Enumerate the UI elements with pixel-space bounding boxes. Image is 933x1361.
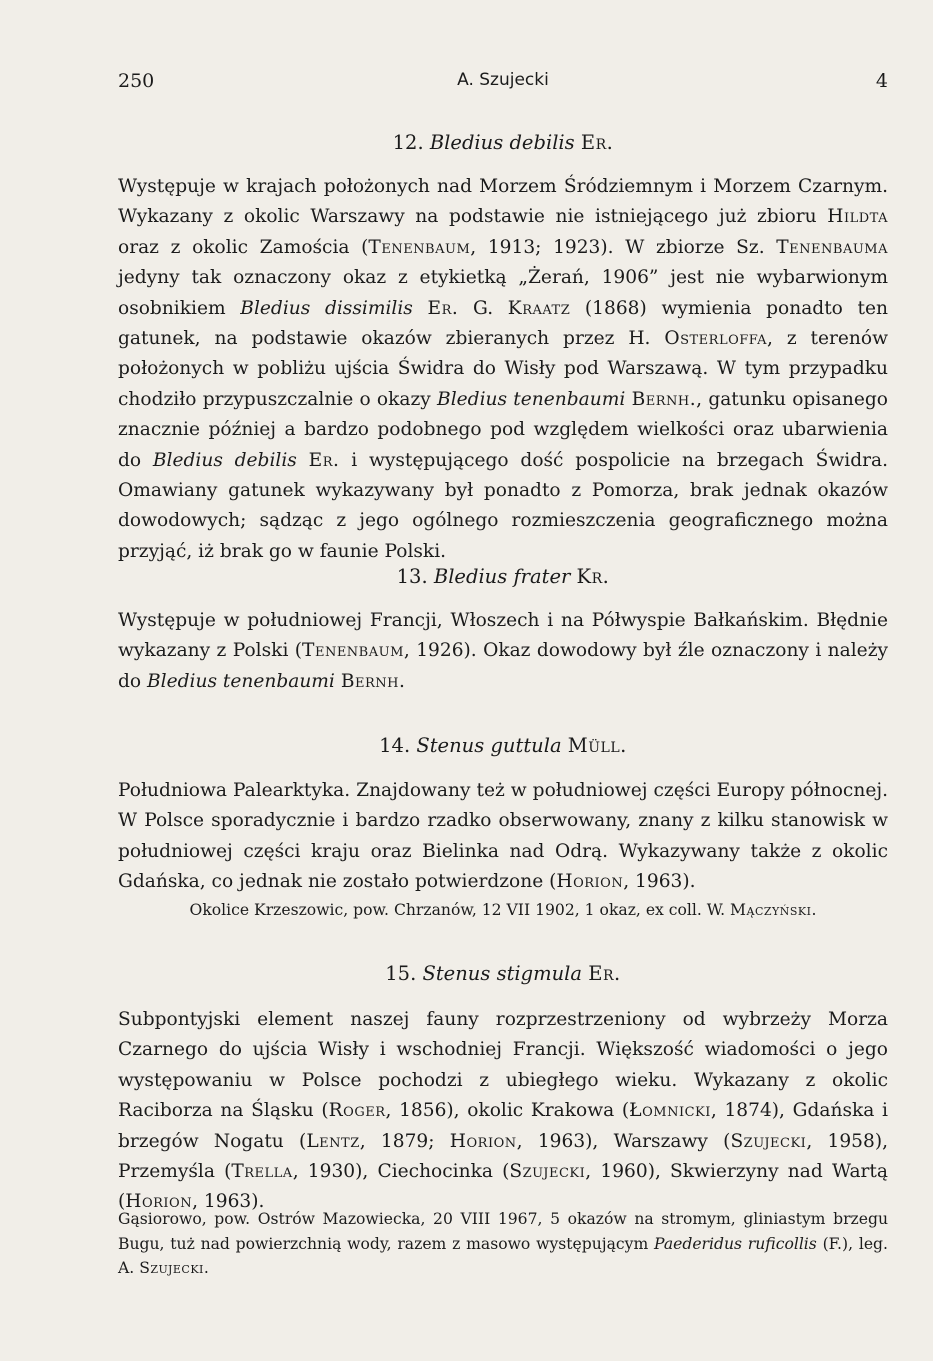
text-run: , 1958), Przemyśla ( bbox=[118, 1130, 888, 1183]
italic-taxon: Bledius tenenbaumi bbox=[437, 388, 626, 410]
locality-record-15 bbox=[118, 1207, 888, 1281]
text-run: . bbox=[811, 901, 817, 919]
small-caps-name: Roger bbox=[328, 1100, 386, 1122]
text-run: , 1960), Skwierzyny nad Wartą ( bbox=[118, 1161, 888, 1213]
small-caps-name: Horion bbox=[125, 1191, 193, 1213]
section-text-13 bbox=[118, 606, 888, 697]
text-run: , 1963). bbox=[192, 1191, 265, 1213]
section-heading-15 bbox=[118, 962, 888, 985]
section-heading-13 bbox=[118, 565, 888, 588]
locality-record-14 bbox=[118, 898, 888, 923]
small-caps-name: Szujecki bbox=[139, 1259, 204, 1277]
small-caps-name: Kraatz bbox=[507, 297, 571, 319]
small-caps-name: Er. bbox=[308, 449, 340, 471]
text-run: (F.), leg. A. bbox=[118, 1234, 888, 1277]
small-caps-name: Szujecki bbox=[509, 1161, 586, 1183]
text-run: , 1874), Gdańska i brzegów Nogatu ( bbox=[118, 1100, 888, 1152]
running-head-author: A. Szujecki bbox=[457, 70, 549, 90]
text-run: Okolice Krzeszowic, pow. Chrzanów, 12 VII 1902, 1 okaz, ex coll. W. bbox=[189, 901, 731, 919]
heading-species: debilis bbox=[509, 131, 575, 154]
small-caps-name: Tenenbaum bbox=[368, 236, 471, 258]
text-run: , 1963), Warszawy ( bbox=[516, 1130, 731, 1152]
text-run: , gatunku opisanego znacznie później a bardzo podobnego pod względem wielkości oraz ubarwienia do bbox=[118, 388, 888, 471]
heading-number: 13. bbox=[396, 565, 428, 588]
text-run bbox=[297, 450, 309, 471]
running-header bbox=[118, 70, 888, 100]
folio-number: 4 bbox=[875, 70, 888, 92]
small-caps-name: Mączyński bbox=[730, 901, 812, 919]
text-run: , 1913; 1923). W zbiorze Sz. bbox=[470, 236, 777, 258]
small-caps-name: Hildta bbox=[827, 206, 888, 228]
text-run: Występuje w krajach położonych nad Morzem Śródziemnym i Morzem Czarnym. Wykazany z okolic Warszawy na podstawie nie istniejącego już zbioru bbox=[118, 176, 888, 228]
small-caps-name: Lentz bbox=[306, 1130, 360, 1152]
text-run: , 1930), Ciechocinka ( bbox=[292, 1161, 510, 1183]
heading-author: Er. bbox=[588, 962, 621, 985]
section-text-15 bbox=[118, 1005, 888, 1218]
text-run: Południowa Palearktyka. Znajdowany też w południowej części Europy północnej. W Polsce sporadycznie i bardzo rzadko obserwowany, znany z kilku stanowisk w południowej części kraju oraz Bielinka nad Odrą. Wykazywany także z okolic Gdańska, co jednak nie zostało potwierdzone ( bbox=[118, 780, 888, 893]
heading-number: 14. bbox=[379, 734, 411, 757]
small-caps-name: Trella bbox=[231, 1161, 293, 1183]
section-text-14 bbox=[118, 776, 888, 898]
text-run bbox=[413, 298, 428, 319]
small-caps-name: Tenenbauma bbox=[776, 236, 888, 258]
text-run: Subpontyjski element naszej fauny rozprzestrzeniony od wybrzeży Morza Czarnego do ujścia Wisły i wschodniej Francji. Większość wiadomości o jego występowaniu w Polsce pochodzi z ubiegłego wieku. Wykazany z okolic Raciborza na Śląsku ( bbox=[118, 1009, 888, 1122]
heading-author: Müll. bbox=[567, 734, 627, 757]
section-text-12 bbox=[118, 172, 888, 567]
heading-species: frater bbox=[513, 565, 571, 588]
text-run: Gąsiorowo, pow. Ostrów Mazowiecka, 20 VIII 1967, 5 okazów na stromym, gliniastym brzegu Bugu, tuż nad powierzchnią wody, razem z masowo występującym bbox=[118, 1210, 888, 1253]
small-caps-name: Horion bbox=[449, 1130, 517, 1152]
text-run: . bbox=[203, 1259, 209, 1277]
small-caps-name: Bernh. bbox=[631, 388, 697, 410]
heading-number: 15. bbox=[385, 962, 417, 985]
small-caps-name: Łomnicki bbox=[629, 1100, 711, 1122]
heading-species: stigmula bbox=[496, 962, 583, 985]
italic-taxon: Bledius tenenbaumi bbox=[147, 670, 335, 692]
small-caps-name: Horion bbox=[556, 871, 624, 893]
heading-species: guttula bbox=[490, 734, 562, 757]
page-number: 250 bbox=[118, 70, 155, 92]
small-caps-name: Bernh. bbox=[340, 670, 406, 692]
text-run: jedyny tak oznaczony okaz z etykietką „Żerań, 1906” jest nie wybarwionym osobnikiem bbox=[118, 267, 888, 319]
text-run: G. bbox=[458, 297, 508, 319]
heading-number: 12. bbox=[392, 131, 424, 154]
section-heading-12 bbox=[118, 131, 888, 154]
small-caps-name: Osterloffa bbox=[664, 328, 768, 350]
text-run: , 1963). bbox=[623, 871, 696, 893]
italic-taxon: Bledius debilis bbox=[152, 449, 297, 471]
heading-genus: Bledius bbox=[433, 565, 508, 588]
small-caps-name: Er. bbox=[427, 297, 459, 319]
text-run: (1868) wymienia ponadto ten gatunek, na podstawie okazów zbieranych przez H. bbox=[118, 297, 888, 350]
heading-genus: Stenus bbox=[416, 734, 485, 757]
section-heading-14 bbox=[118, 734, 888, 757]
small-caps-name: Szujecki bbox=[730, 1130, 807, 1152]
heading-author: Kr. bbox=[576, 565, 610, 588]
text-run: , 1926). Okaz dowodowy był źle oznaczony i należy do bbox=[118, 640, 888, 692]
text-run: Występuje w południowej Francji, Włoszech i na Półwyspie Bałkańskim. Błędnie wykazany z Polski ( bbox=[118, 610, 888, 662]
text-run: , 1856), okolic Krakowa ( bbox=[385, 1100, 630, 1122]
small-caps-name: Tenenbaum bbox=[302, 640, 404, 662]
text-run: , z terenów położonych w pobliżu ujścia Świdra do Wisły pod Warszawą. W tym przypadku chodziło przypuszczalnie o okazy bbox=[118, 328, 888, 410]
heading-author: Er. bbox=[580, 131, 614, 154]
text-run: oraz z okolic Zamościa ( bbox=[118, 236, 369, 258]
italic-taxon: Bledius dissimilis bbox=[240, 297, 413, 319]
heading-genus: Bledius bbox=[429, 131, 504, 154]
text-run: , 1879; bbox=[359, 1130, 450, 1152]
italic-taxon: Paederidus ruficollis bbox=[654, 1234, 817, 1253]
text-run: i występującego dość pospolicie na brzegach Świdra. Omawiany gatunek wykazywany był ponadto z Pomorza, brak jednak okazów dowodowych; sądząc z jego ogólnego rozmieszczenia geograficznego można przyjąć, iż brak go w faunie Polski. bbox=[118, 449, 889, 562]
heading-genus: Stenus bbox=[422, 962, 491, 985]
